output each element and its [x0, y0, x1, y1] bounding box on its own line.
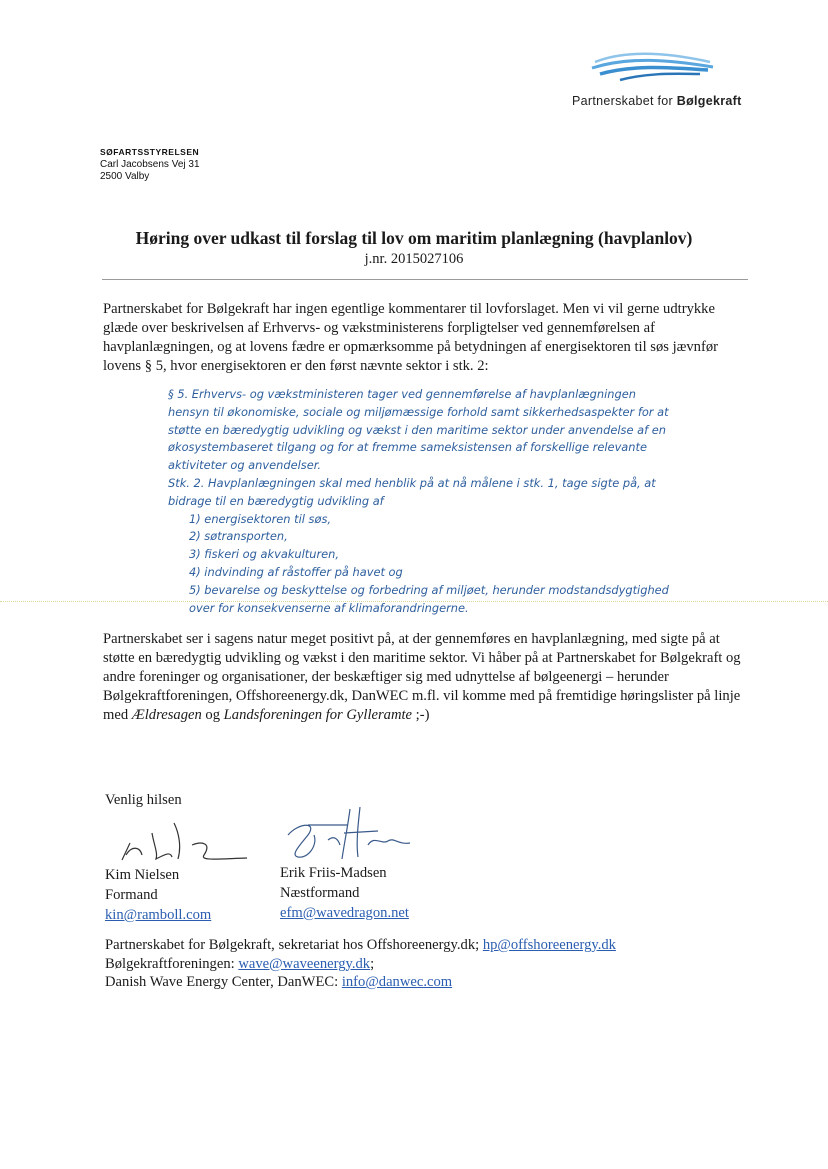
logo-text-bold: Bølgekraft [676, 94, 742, 108]
body-mid: og [201, 707, 224, 723]
body-italic-2: Landsforeningen for Gylleramte [223, 707, 413, 723]
recipient-address [100, 146, 200, 184]
wave-icon [590, 50, 715, 86]
quote-list-item: 2) søtransporten, [189, 529, 288, 544]
intro-paragraph: Partnerskabet for Bølgekraft har ingen egentlige kommentarer til lovforslaget. Men vi vil gerne udtrykke glæde over beskrivelsen af Erhvervs- og vækstministerens forpligtelser ved gennemførelsen af havplanlægningen, og at lovens fædre er opmærksomme på betydningen af energisektoren til søs jævnfør lovens § 5, hvor energisektoren er den først nævnte sektor i stk. 2: [103, 301, 718, 374]
recipient-street: Carl Jacobsens Vej 31 [100, 158, 200, 170]
signatory-email-link[interactable]: efm@wavedragon.net [280, 905, 409, 921]
signatory-2 [280, 863, 409, 923]
contact-email-link[interactable]: wave@waveenergy.dk [238, 955, 371, 972]
law-quote [168, 386, 708, 617]
signature-erik-friis-madsen [278, 805, 418, 865]
signatory-1 [105, 865, 211, 925]
recipient-org: SØFARTSSTYRELSEN [100, 147, 200, 157]
signatory-role: Næstformand [280, 885, 360, 901]
greeting: Venlig hilsen [105, 792, 182, 808]
contact-text: Partnerskabet for Bølgekraft, sekretariat hos Offshoreenergy.dk; [105, 937, 483, 953]
logo-text [572, 94, 742, 108]
quote-line: støtte en bæredygtig udvikling og vækst i den maritime sektor under anvendelse af en [168, 422, 666, 437]
quote-list-item: 1) energisektoren til søs, [189, 511, 332, 526]
body-italic-1: Ældresagen [131, 707, 202, 723]
contact-email-link[interactable]: hp@offshoreenergy.dk [482, 937, 616, 953]
body-text: Partnerskabet ser i sagens natur meget positivt på, at der gennemføres en havplanlægning, med sigte på at støtte en bæredygtig udvikling og vækst i den maritime sektor. Vi håber på at Partnerskabet for Bølgekraft og andre foreninger og organisationer, der beskæftiger sig med udnyttelse af bølgeenergi – herunder Bølgekraftforeningen, Offshoreenergy.dk, DanWEC m.fl. vil komme med på fremtidige høringslister på linje med [103, 631, 741, 723]
quote-list-item: over for konsekvenserne af klimaforandringerne. [189, 600, 469, 615]
contact-line-2 [105, 955, 616, 974]
logo-text-prefix: Partnerskabet for [572, 94, 677, 108]
scan-artifact-line [0, 601, 828, 602]
contact-block [105, 936, 616, 992]
contact-text: Bølgekraftforeningen: [105, 955, 239, 972]
contact-text: Danish Wave Energy Center, DanWEC: [105, 974, 342, 990]
contact-text-end: ; [370, 955, 375, 972]
contact-line-3 [105, 973, 616, 992]
contact-line-1 [105, 936, 616, 955]
quote-line: hensyn til økonomiske, sociale og miljømæssige forhold samt sikkerhedsaspekter for at [168, 404, 669, 419]
quote-line: bidrage til en bæredygtig udvikling af [168, 493, 384, 508]
signatory-email-link[interactable]: kin@ramboll.com [105, 907, 212, 923]
quote-line: Stk. 2. Havplanlægningen skal med henblik på at nå målene i stk. 1, tage sigte på, at [168, 475, 656, 490]
signatory-name: Erik Friis-Madsen [280, 865, 387, 881]
contact-email-link[interactable]: info@danwec.com [341, 974, 453, 990]
signatory-role: Formand [105, 887, 158, 903]
quote-line: økosystembaseret tilgang og for at fremme sameksistensen af forskellige relevante [168, 440, 647, 455]
body-paragraph [103, 630, 753, 725]
signatory-name: Kim Nielsen [105, 867, 180, 883]
quote-list-item: 5) bevarelse og beskyttelse og forbedring af miljøet, herunder modstandsdygtighed [189, 582, 669, 597]
signature-kim-nielsen [112, 815, 252, 865]
quote-list-item: 4) indvinding af råstoffer på havet og [189, 564, 403, 579]
quote-list-item: 3) fiskeri og akvakulturen, [189, 547, 339, 562]
journal-number: j.nr. 2015027106 [364, 251, 464, 267]
document-title: Høring over udkast til forslag til lov om maritim planlægning (havplanlov) [135, 228, 693, 248]
quote-line: aktiviteter og anvendelser. [168, 458, 321, 473]
title-divider [102, 279, 748, 280]
body-end: ;-) [412, 707, 430, 723]
letterhead-logo [560, 48, 760, 118]
recipient-city: 2500 Valby [100, 171, 150, 182]
quote-line: § 5. Erhvervs- og vækstministeren tager ved gennemførelse af havplanlægningen [168, 387, 636, 401]
